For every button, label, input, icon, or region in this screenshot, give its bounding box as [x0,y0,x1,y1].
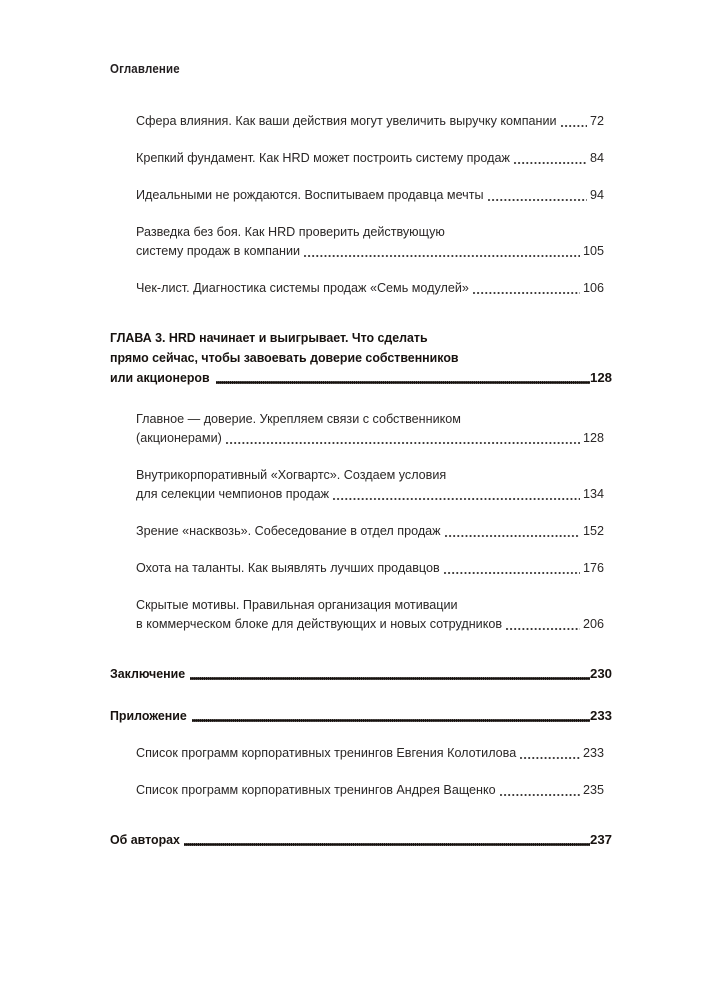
chapter-heading-line [110,328,612,348]
toc-section-conclusion[interactable] [110,664,612,684]
toc-entry[interactable] [0,466,708,504]
toc-entry-page: 235 [582,783,604,797]
toc-entry-page: 152 [582,524,604,538]
toc-entry-title: Зрение «насквозь». Собеседование в отдел продаж [136,524,441,538]
toc-entry[interactable] [0,223,708,261]
toc-entry-title-line: Скрытые мотивы. Правильная организация мотивации [136,598,458,612]
toc-group-appendix-entries [0,744,708,800]
section-heading-page: 237 [589,832,612,847]
chapter-heading-page: 128 [589,370,612,385]
dot-leader [192,710,590,725]
toc-entry-page: 233 [582,746,604,760]
toc-entry-title: Список программ корпоративных тренингов Евгения Колотилова [136,746,517,760]
toc-entry-page: 84 [589,151,604,165]
toc-entry[interactable] [0,522,708,541]
toc-entry-title: Крепкий фундамент. Как HRD может построить систему продаж [136,151,510,165]
toc-chapter-heading[interactable] [0,328,708,388]
toc-entry-title: Список программ корпоративных тренингов Андрея Ващенко [136,783,496,797]
dot-leader [500,784,580,799]
chapter-heading-text: прямо сейчас, чтобы завоевать доверие собственников [110,350,459,365]
toc-entry-page: 128 [582,431,604,445]
running-head: Оглавление [110,62,180,76]
chapter-heading-line [110,348,612,368]
dot-leader [514,152,587,167]
toc-section-about-authors[interactable] [110,830,612,850]
toc-entry-title: Чек-лист. Диагностика системы продаж «Семь модулей» [136,281,469,295]
toc-entry-title: Идеальными не рождаются. Воспитываем продавца мечты [136,188,484,202]
toc-entry-page: 94 [589,188,604,202]
toc-entry[interactable] [0,186,708,205]
dot-leader [520,747,580,762]
toc-entry-page: 72 [589,114,604,128]
toc-entry-title: в коммерческом блоке для действующих и новых сотрудников [136,617,503,631]
dot-leader [488,189,587,204]
dot-leader [561,115,587,130]
section-heading-text: Приложение [110,708,187,723]
section-heading-text: Заключение [110,666,186,681]
toc-entry-title: (акционерами) [136,431,222,445]
dot-leader [444,562,580,577]
dot-leader [184,834,590,849]
toc-entry-title-line: Главное — доверие. Укрепляем связи с собственником [136,412,461,426]
toc-entry-page: 134 [582,487,604,501]
toc-entry[interactable] [0,149,708,168]
dot-leader [304,245,580,260]
toc-entry-title: для селекции чемпионов продаж [136,487,330,501]
section-heading-text: Об авторах [110,832,180,847]
toc-entry-page: 176 [582,561,604,575]
toc-entry-title-line: Разведка без боя. Как HRD проверить действующую [136,225,445,239]
dot-leader [506,618,580,633]
toc-entry[interactable] [0,279,708,298]
toc-entry[interactable] [0,781,708,800]
toc-entry-title: Охота на таланты. Как выявлять лучших продавцов [136,561,440,575]
section-heading-page: 230 [589,666,612,681]
toc-entry-title: систему продаж в компании [136,244,301,258]
toc-entry-title: Сфера влияния. Как ваши действия могут увеличить выручку компании [136,114,557,128]
toc-entry[interactable] [0,112,708,131]
toc-entry[interactable] [0,744,708,763]
dot-leader [216,372,590,387]
toc-group-chapter2-entries [0,112,708,298]
toc-entry[interactable] [0,559,708,578]
toc-entry-title-line: Внутрикорпоративный «Хогвартс». Создаем условия [136,468,447,482]
toc-entry[interactable] [0,596,708,634]
dot-leader [190,668,590,683]
toc-entry-page: 105 [582,244,604,258]
table-of-contents [0,112,708,850]
toc-entry-page: 206 [582,617,604,631]
toc-entry-page: 106 [582,281,604,295]
toc-section-appendix[interactable] [110,706,612,726]
dot-leader [226,432,580,447]
dot-leader [473,282,580,297]
chapter-heading-text: ГЛАВА 3. HRD начинает и выигрывает. Что сделать [110,330,428,345]
toc-entry[interactable] [0,410,708,448]
dot-leader [445,525,580,540]
dot-leader [333,488,580,503]
section-heading-page: 233 [589,708,612,723]
chapter-heading-text: или акционеров [110,370,210,385]
toc-group-chapter3-entries [0,410,708,634]
